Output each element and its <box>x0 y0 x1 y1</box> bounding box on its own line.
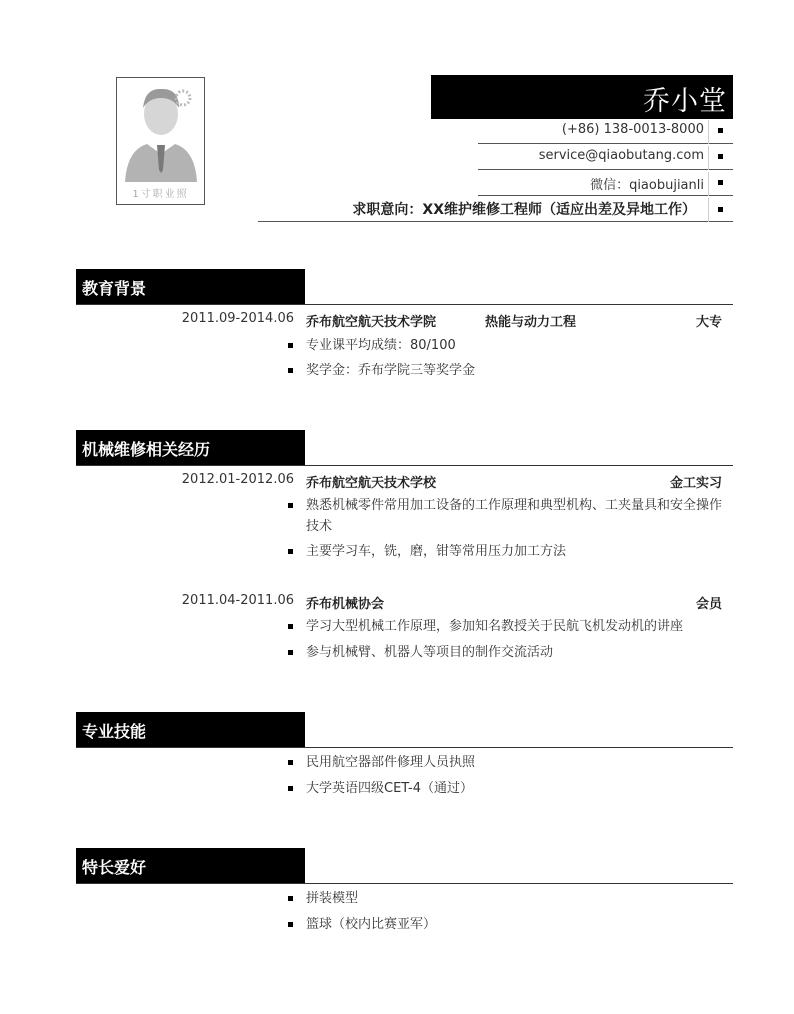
section-experience <box>76 430 733 466</box>
section-title: 机械维修相关经历 <box>82 440 211 459</box>
entry-org: 乔布机械协会 <box>306 597 385 612</box>
square-bullet-icon <box>288 896 293 901</box>
square-bullet-icon <box>718 207 723 212</box>
entry-date: 2012.01-2012.06 <box>181 472 294 487</box>
section-title: 特长爱好 <box>82 858 147 877</box>
phone-text: (+86) 138-0013-8000 <box>561 122 704 137</box>
experience-entry <box>0 593 794 613</box>
photo-caption: 1寸职业照 <box>132 189 189 200</box>
entry-degree: 大专 <box>695 315 722 330</box>
section-education <box>76 269 733 305</box>
entry-date: 2011.09-2014.06 <box>181 311 294 326</box>
section-hobbies <box>76 848 733 884</box>
square-bullet-icon <box>718 128 723 133</box>
job-intent-row <box>258 196 733 222</box>
square-bullet-icon <box>288 368 293 373</box>
square-bullet-icon <box>718 180 723 185</box>
square-bullet-icon <box>288 549 293 554</box>
square-bullet-icon <box>288 624 293 629</box>
entry-org: 乔布航空航天技术学校 <box>306 476 437 491</box>
email-text: service@qiaobutang.com <box>538 148 704 163</box>
entry-major: 热能与动力工程 <box>485 315 577 330</box>
phone-row <box>478 118 733 144</box>
square-bullet-icon <box>288 503 293 508</box>
email-row <box>478 144 733 170</box>
entry-date: 2011.04-2011.06 <box>181 593 294 608</box>
section-skills <box>76 712 733 748</box>
candidate-name: 乔小堂 <box>643 86 727 117</box>
job-intent-text: 求职意向：XX维护维修工程师（适应出差及异地工作） <box>352 202 696 218</box>
entry-role: 金工实习 <box>669 476 722 491</box>
section-title: 教育背景 <box>82 279 147 298</box>
entry-role: 会员 <box>695 597 722 612</box>
entry-org: 乔布航空航天技术学院 <box>306 315 437 330</box>
square-bullet-icon <box>288 650 293 655</box>
square-bullet-icon <box>288 343 293 348</box>
square-bullet-icon <box>288 786 293 791</box>
profile-photo <box>116 77 205 205</box>
square-bullet-icon <box>718 154 723 159</box>
wechat-row <box>478 170 733 196</box>
name-banner <box>431 75 733 119</box>
experience-entry <box>0 472 794 492</box>
wechat-text: 微信：qiaobujianli <box>590 178 704 193</box>
education-entry <box>0 311 794 331</box>
square-bullet-icon <box>288 922 293 927</box>
square-bullet-icon <box>288 760 293 765</box>
section-title: 专业技能 <box>82 722 147 741</box>
